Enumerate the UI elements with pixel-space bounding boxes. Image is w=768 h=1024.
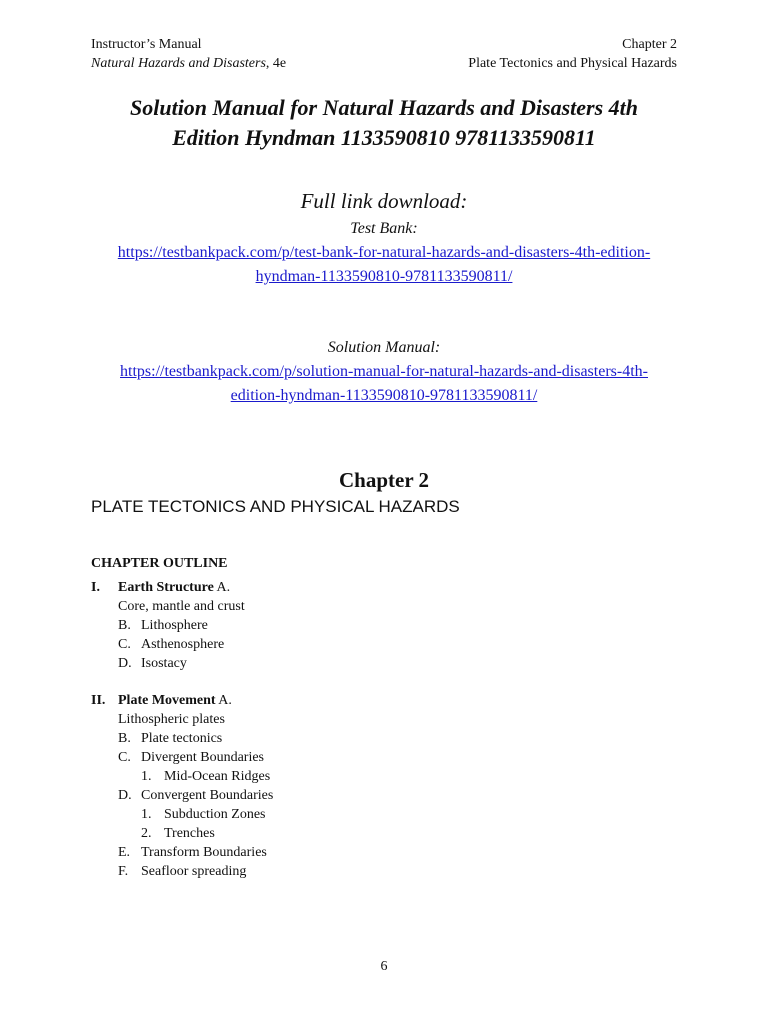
- test-bank-label: Test Bank:: [350, 220, 418, 237]
- outline-item: [118, 863, 247, 881]
- page-number: 6: [380, 959, 388, 974]
- outline-item: [118, 787, 274, 805]
- document-title-line2: Edition Hyndman 1133590810 9781133590811: [172, 125, 596, 150]
- subitem-text: Subduction Zones: [164, 807, 266, 822]
- item-letter: E.: [118, 845, 131, 860]
- solution-manual-label: Solution Manual:: [327, 339, 441, 356]
- section-numeral: II.: [91, 693, 106, 708]
- solution-manual-link-line1[interactable]: https://testbankpack.com/p/solution-manual-for-natural-hazards-and-disasters-4th-: [120, 363, 648, 380]
- item-letter: D.: [118, 788, 132, 803]
- subitem-number: 1.: [141, 769, 152, 784]
- header-chapter-title: Plate Tectonics and Physical Hazards: [468, 56, 677, 71]
- item-letter: B.: [118, 731, 131, 746]
- item-text: Transform Boundaries: [141, 845, 267, 860]
- subitem-text: Trenches: [164, 826, 215, 841]
- outline-item: Core, mantle and crust: [118, 599, 245, 614]
- full-link-heading: Full link download:: [300, 189, 468, 213]
- test-bank-link-line2[interactable]: hyndman-1133590810-9781133590811/: [255, 268, 513, 285]
- item-letter: C.: [118, 637, 131, 652]
- outline-item: [118, 844, 267, 862]
- item-letter: F.: [118, 864, 129, 879]
- outline-item: [118, 730, 223, 748]
- outline-item: [118, 655, 187, 673]
- subitem-text: Mid-Ocean Ridges: [164, 769, 271, 784]
- test-bank-link-line1[interactable]: https://testbankpack.com/p/test-bank-for-natural-hazards-and-disasters-4th-edition-: [117, 244, 651, 261]
- header-book-title: [91, 55, 286, 73]
- header-book-title-italic: Natural Hazards and Disasters: [91, 56, 266, 71]
- subitem-number: 1.: [141, 807, 152, 822]
- item-text: Isostacy: [141, 656, 187, 671]
- outline-item: [118, 749, 264, 767]
- section-numeral: I.: [91, 580, 100, 595]
- subitem-number: 2.: [141, 826, 152, 841]
- item-letter: B.: [118, 618, 131, 633]
- outline-item: [118, 617, 208, 635]
- item-text: Plate tectonics: [141, 731, 223, 746]
- chapter-subtitle: PLATE TECTONICS AND PHYSICAL HAZARDS: [91, 497, 460, 516]
- chapter-outline-heading: CHAPTER OUTLINE: [91, 556, 228, 571]
- section-title: Plate Movement: [118, 693, 216, 708]
- chapter-title: Chapter 2: [338, 468, 430, 492]
- item-text: Divergent Boundaries: [141, 750, 264, 765]
- item-text: Convergent Boundaries: [141, 788, 274, 803]
- section-first-letter: A.: [215, 693, 232, 708]
- solution-manual-link-line2[interactable]: edition-hyndman-1133590810-9781133590811/: [230, 387, 538, 404]
- item-letter: D.: [118, 656, 132, 671]
- outline-subitem: [141, 806, 266, 824]
- item-text: Lithosphere: [141, 618, 208, 633]
- document-title-line1: Solution Manual for Natural Hazards and Disasters 4th: [130, 95, 638, 120]
- outline-item: [118, 636, 225, 654]
- item-letter: C.: [118, 750, 131, 765]
- header-edition: , 4e: [265, 56, 287, 71]
- section-first-letter: A.: [213, 580, 231, 595]
- item-text: Asthenosphere: [141, 637, 225, 652]
- item-text: Seafloor spreading: [141, 864, 247, 879]
- header-manual-label: Instructor’s Manual: [91, 37, 202, 52]
- outline-subitem: [141, 825, 215, 843]
- section-title: Earth Structure: [118, 580, 214, 595]
- outline-subitem: [141, 768, 271, 786]
- header-chapter-label: Chapter 2: [622, 37, 677, 52]
- outline-item: Lithospheric plates: [118, 712, 225, 727]
